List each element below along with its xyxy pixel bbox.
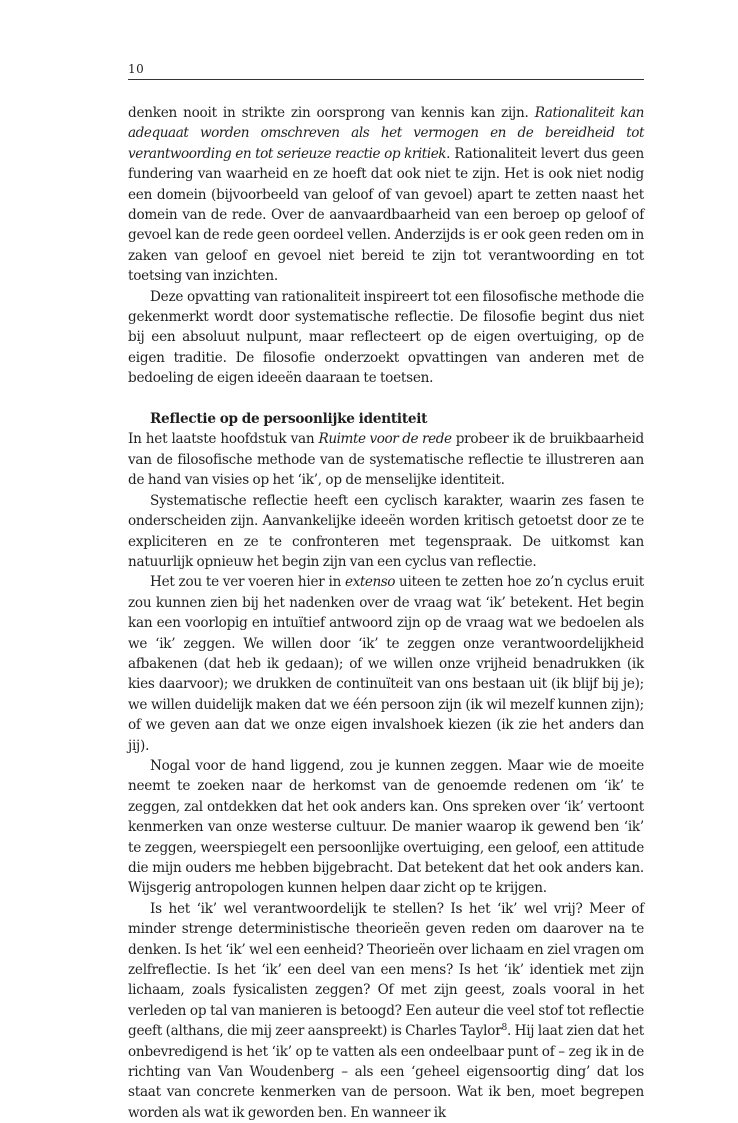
paragraph: Nogal voor de hand liggend, zou je kunnen zeggen. Maar wie de moeite neemt te zoeken naar de herkomst van de genoemde redenen om ‘ik’ te zeggen, zal ontdekken dat het ook anders kan. Ons spreken over ‘ik’ vertoont kenmerken van onze westerse cultuur. De manier waarop ik gewend ben ‘ik’ te zeggen, weerspiegelt een persoonlijke overtuiging, een geloof, een attitude die mijn ouders me hebben bijgebracht. Dat betekent dat het ook anders kan. Wijsgerig antropologen kunnen helpen daar zicht op te krijgen. xyxy=(128,757,644,897)
paragraph: In het laatste hoofdstuk van Ruimte voor de rede probeer ik de bruikbaarheid van de filosofische methode van de systematische reflectie te illustreren aan de hand van visies op het ‘ik’, op de menselijke identiteit. xyxy=(128,431,644,489)
book-page xyxy=(128,0,644,1121)
page-number: 10 xyxy=(128,62,145,76)
header-rule xyxy=(128,79,644,80)
italic-phrase: Rationaliteit kan adequaat worden omschreven als het vermogen en de bereidheid tot verantwoording en tot serieuze reactie op kritiek xyxy=(128,105,644,162)
italic-phrase: extenso xyxy=(345,574,396,591)
body-text xyxy=(128,103,644,1123)
paragraph: Is het ‘ik’ wel verantwoordelijk te stellen? Is het ‘ik’ wel vrij? Meer of minder strenge deterministische theorieën geven reden om daarover na te denken. Is het ‘ik’ wel een eenheid? Theorieën over lichaam en ziel vragen om zelfreflectie. Is het ‘ik’ een deel van een mens? Is het ‘ik’ identiek met zijn lichaam, zoals fysicalisten zeggen? Of met zijn geest, zoals vooral in het verleden op tal van manieren is betoogd? Een auteur die veel stof tot reflectie geeft (althans, die mij zeer aanspreekt) is Charles Taylor$^8$. Hij laat zien dat het onbevredigend is het ‘ik’ op te vatten als een ondeelbaar punt of – zeg ik in de richting van Van Woudenberg – als een ‘geheel eigensoortig ding’ dat los staat van concrete kenmerken van de persoon. Wat ik ben, moet begrepen worden als wat ik geworden ben. En wanneer ik xyxy=(128,900,644,1121)
paragraph: Systematische reflectie heeft een cyclisch karakter, waarin zes fasen te onderscheiden zijn. Aanvankelijke ideeën worden kritisch getoetst door ze te expliciteren en ze te confronteren met tegenspraak. De uitkomst kan natuurlijk opnieuw het begin zijn van een cyclus van reflectie. xyxy=(128,492,644,570)
footnote-marker[interactable]: 8 xyxy=(501,1023,507,1034)
paragraph: Deze opvatting van rationaliteit inspireert tot een filosofische methode die gekenmerkt wordt door systematische reflectie. De filosofie begint dus niet bij een absoluut nulpunt, maar reflecteert op de eigen overtuiging, op de eigen traditie. De filosofie onderzoekt opvattingen van anderen met de bedoeling de eigen ideeën daaraan te toetsen. xyxy=(128,288,644,387)
section-heading: Reflectie op de persoonlijke identiteit xyxy=(150,411,428,428)
paragraph: denken nooit in strikte zin oorsprong van kennis kan zijn. Rationaliteit kan adequaat worden omschreven als het vermogen en de bereidheid tot verantwoording en tot serieuze reactie op kritiek. Rationaliteit levert dus geen fundering van waarheid en ze hoeft dat ook niet te zijn. Het is ook niet nodig een domein (bijvoorbeeld van geloof of van gevoel) apart te zetten naast het domein van de rede. Over de aanvaardbaarheid van een beroep op geloof of gevoel kan de rede geen oordeel vellen. Anderzijds is er ook geen reden om in zaken van geloof en gevoel niet bereid te zijn tot verantwoording en tot toetsing van inzichten. xyxy=(128,105,644,285)
book-title: Ruimte voor de rede xyxy=(318,431,452,448)
paragraph: Het zou te ver voeren hier in extenso uiteen te zetten hoe zo’n cyclus eruit zou kunnen zien bij het nadenken over de vraag wat ‘ik’ betekent. Het begin kan een voorlopig en intuïtief antwoord zijn op de vraag wat we bedoelen als we ‘ik’ zeggen. We willen door ‘ik’ te zeggen onze verantwoordelijkheid afbakenen (dat heb ik gedaan); of we willen onze vrijheid benadrukken (ik kies daarvoor); we drukken de continuïteit van ons bestaan uit (ik blijf bij je); we willen duidelijk maken dat we één persoon zijn (ik wil mezelf kunnen zijn); of we geven aan dat we onze eigen invalshoek kiezen (ik zie het anders dan jij). xyxy=(128,574,644,754)
